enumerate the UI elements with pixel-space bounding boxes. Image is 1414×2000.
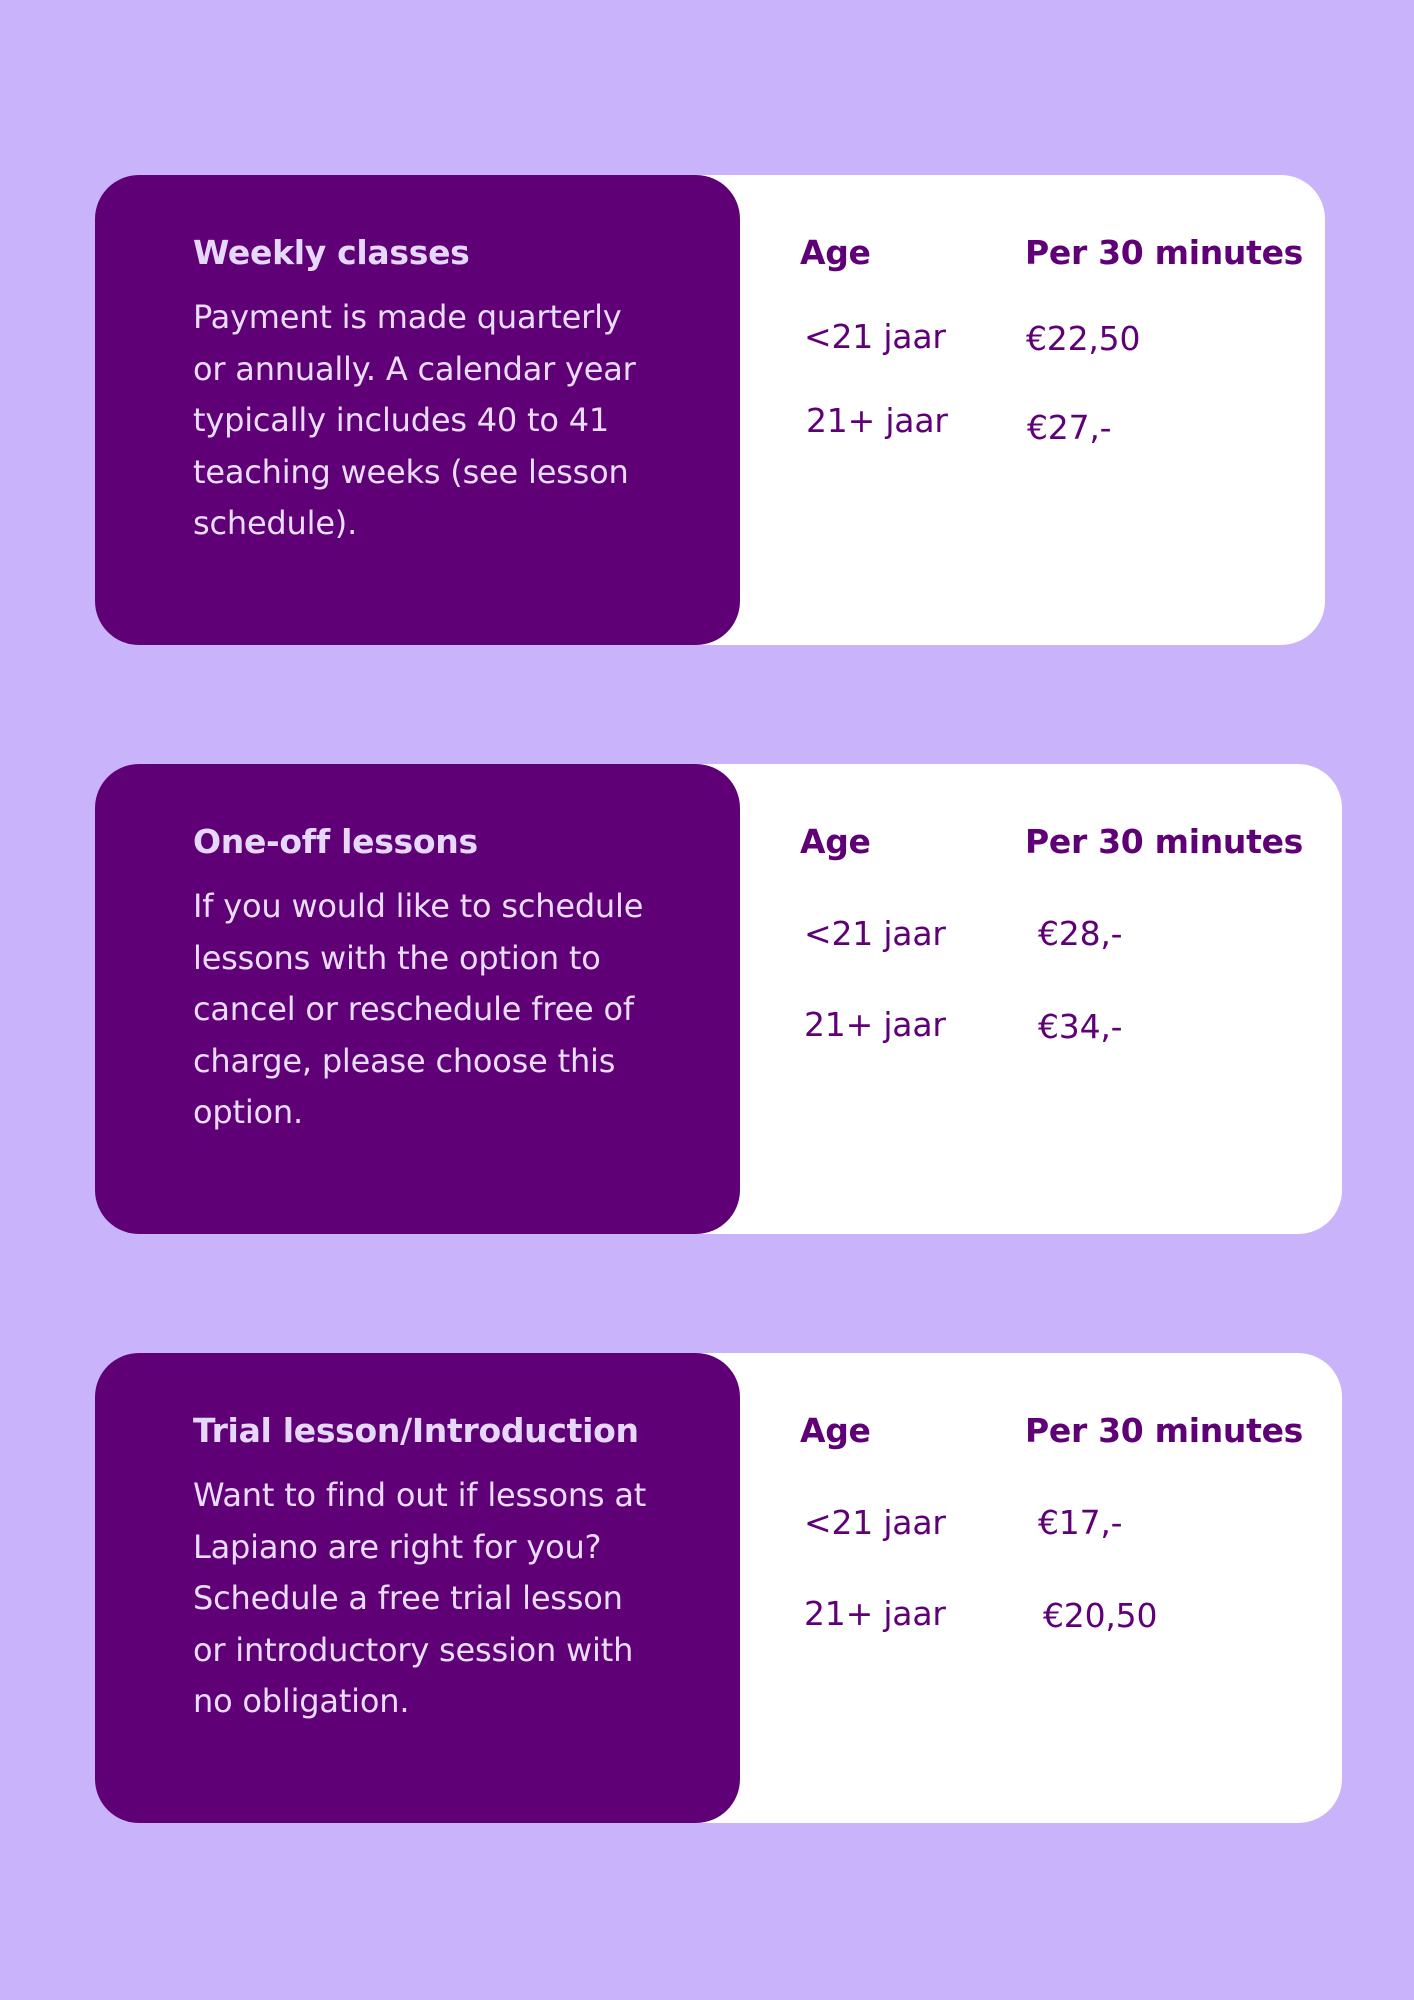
age-column-header: Age — [800, 233, 871, 272]
card-title: Trial lesson/Introduction — [193, 1411, 639, 1450]
age-cell: 21+ jaar — [804, 1005, 946, 1044]
card-description: Want to find out if lessons at Lapiano are right for you? Schedule a free trial lesson or introductory session with no obligation. — [193, 1476, 647, 1720]
card-title: One-off lessons — [193, 822, 478, 861]
age-cell: <21 jaar — [804, 317, 946, 356]
age-cell: 21+ jaar — [806, 401, 948, 440]
price-column-header: Per 30 minutes — [1025, 233, 1304, 272]
age-column-header: Age — [800, 1411, 871, 1450]
price-column-header: Per 30 minutes — [1025, 1411, 1304, 1450]
card-title: Weekly classes — [193, 233, 470, 272]
price-cell: €28,- — [1038, 914, 1123, 953]
age-cell: <21 jaar — [804, 1503, 946, 1542]
price-cell: €22,50 — [1026, 319, 1141, 358]
card-description: Payment is made quarterly or annually. A calendar year typically includes 40 to 41 teaching weeks (see lesson schedule). — [193, 298, 636, 542]
price-cell: €20,50 — [1043, 1596, 1158, 1635]
age-cell: <21 jaar — [804, 914, 946, 953]
card-info-panel — [95, 764, 740, 1234]
age-column-header: Age — [800, 822, 871, 861]
age-cell: 21+ jaar — [804, 1594, 946, 1633]
price-cell: €27,- — [1027, 408, 1112, 447]
card-description: If you would like to schedule lessons with the option to cancel or reschedule free of charge, please choose this option. — [193, 887, 644, 1131]
price-cell: €17,- — [1038, 1503, 1123, 1542]
card-info-panel — [95, 175, 740, 645]
price-cell: €34,- — [1038, 1007, 1123, 1046]
card-info-panel — [95, 1353, 740, 1823]
price-column-header: Per 30 minutes — [1025, 822, 1304, 861]
